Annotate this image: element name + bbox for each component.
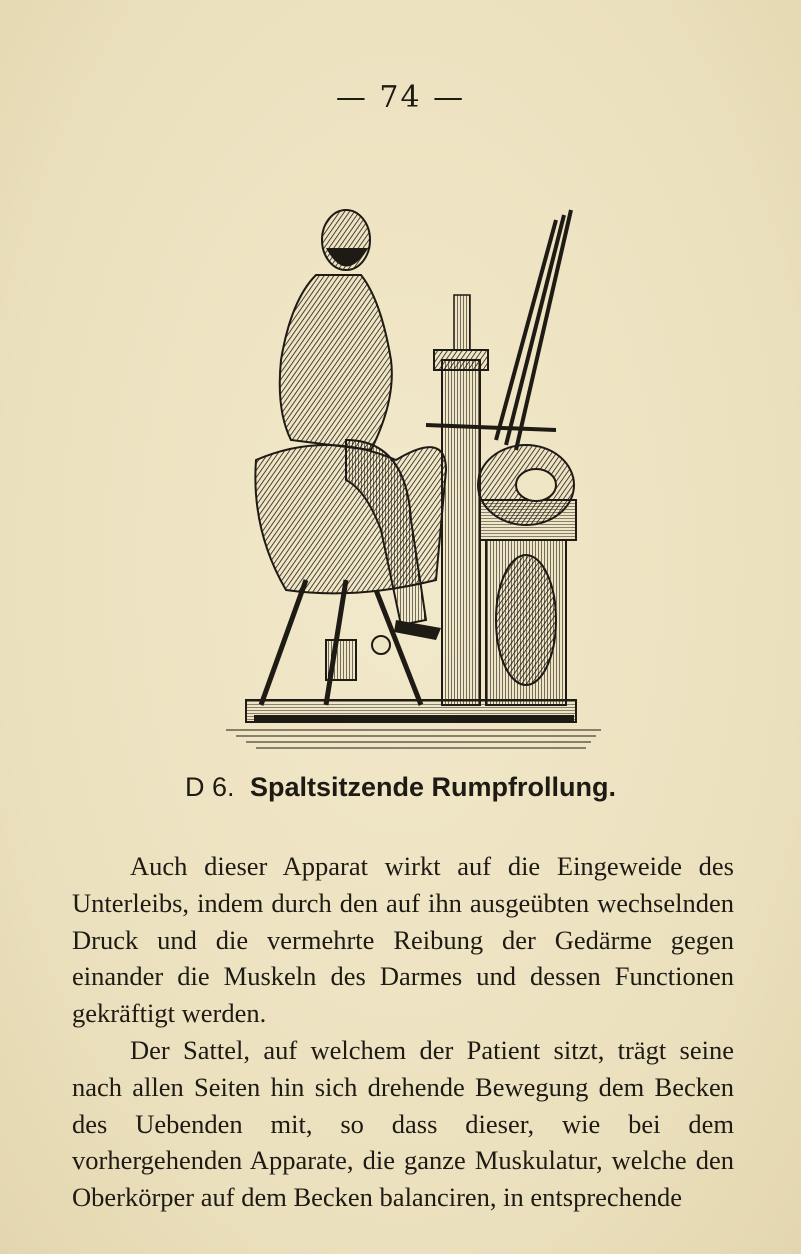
page-number: — 74 — — [335, 80, 466, 115]
foot-pedal — [326, 640, 356, 680]
figure-label: D 6. — [184, 772, 235, 802]
body-text — [72, 848, 734, 1216]
figure-illustration — [196, 200, 608, 760]
patient-torso — [280, 275, 392, 450]
figure-title: Spaltsitzende Rumpfrollung. — [250, 772, 617, 802]
paragraph-1: Auch dieser Apparat wirkt auf die Eingeweide des Unterleibs, indem durch den auf ihn ausgeübten wechselnden Druck und die vermehrte Reibung der Gedärme gegen einander die Muskeln des Darmes und dessen Functionen gekräftigt werden. — [72, 851, 734, 1029]
figure-caption — [0, 772, 801, 803]
hand-levers — [496, 210, 571, 450]
machine-column — [442, 360, 480, 705]
floor-lines — [226, 730, 601, 748]
paragraph-2: Der Sattel, auf welchem der Patient sitzt, trägt seine nach allen Seiten hin sich drehende Bewegung dem Becken des Uebenden mit, so dass dieser, wie bei dem vorhergehenden Apparate, die ganze Muskulatur, welche den Oberkörper auf dem Becken balanciren, in entsprechende — [72, 1034, 734, 1213]
